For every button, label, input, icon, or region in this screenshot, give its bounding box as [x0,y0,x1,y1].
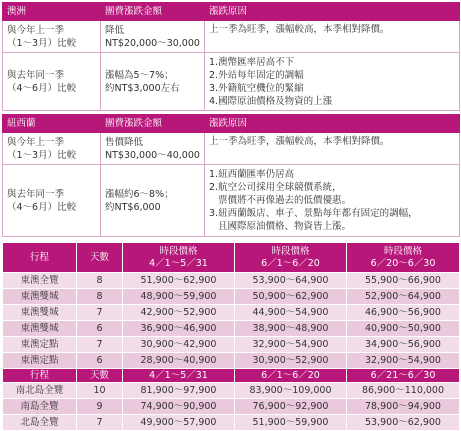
table-row [3,383,460,399]
region-label: 澳洲 [3,3,101,21]
price-cell: 32,900〜54,900 [347,353,460,369]
route-cell: 南島全覽 [3,399,77,415]
amount-cell: 漲幅約6〜8%； 約NT$6,000 [101,165,205,237]
days-cell: 8 [77,273,123,289]
price-cell: 49,900〜57,900 [123,415,235,431]
column-header-days: 天數 [77,369,123,383]
days-cell: 6 [77,353,123,369]
price-cell: 53,900〜62,900 [347,415,460,431]
table-row [3,53,460,111]
price-cell: 48,900〜59,900 [123,289,235,305]
price-cell: 52,900〜64,900 [347,289,460,305]
days-cell: 9 [77,399,123,415]
column-header-reason: 漲跌原因 [205,115,460,133]
price-cell: 28,900〜40,900 [123,353,235,369]
table-row [3,133,460,165]
table-row [3,353,460,369]
table-row [3,165,460,237]
page [2,2,459,431]
column-header-amount: 團費漲跌金額 [101,115,205,133]
amount-cell: 降低 NT$20,000〜30,000 [101,21,205,53]
column-header-period-3: 時段價格 6／20〜6／30 [347,243,460,273]
comparison-label: 與去年同一季 （4〜6月）比較 [3,165,101,237]
reason-cell: 1.澳幣匯率居高不下 2.外站每年固定的調幅 3.外籍航空機位的緊縮 4.國際原油價格及物資的上漲 [205,53,460,111]
days-cell: 10 [77,383,123,399]
price-cell: 81,900〜97,900 [123,383,235,399]
comparison-label: 與今年上一季 （1〜3月）比較 [3,21,101,53]
table-row [3,305,460,321]
route-cell: 北島全覽 [3,415,77,431]
australia-header-row [3,3,460,21]
route-cell: 東澳全覽 [3,273,77,289]
column-header-route: 行程 [3,243,77,273]
price-cell: 83,900〜109,000 [235,383,347,399]
days-cell: 7 [77,415,123,431]
days-cell: 6 [77,321,123,337]
column-header-amount: 團費漲跌金額 [101,3,205,21]
route-cell: 東澳雙城 [3,321,77,337]
table-row [3,321,460,337]
price-cell: 86,900〜110,000 [347,383,460,399]
price-cell: 30,900〜52,900 [235,353,347,369]
price-cell: 74,900〜90,900 [123,399,235,415]
price-cell: 30,900〜42,900 [123,337,235,353]
column-header-period-3: 6／21〜6／30 [347,369,460,383]
price-cell: 40,900〜50,900 [347,321,460,337]
spacer [2,237,459,240]
route-cell: 南北島全覽 [3,383,77,399]
price-cell: 34,900〜56,900 [347,337,460,353]
price-table [2,242,460,431]
days-cell: 7 [77,337,123,353]
price-cell: 44,900〜54,900 [235,305,347,321]
comparison-label: 與今年上一季 （1〜3月）比較 [3,133,101,165]
column-header-reason: 漲跌原因 [205,3,460,21]
column-header-route: 行程 [3,369,77,383]
column-header-period-1: 時段價格 4／1〜5／31 [123,243,235,273]
reason-cell: 上一季為旺季，漲幅較高，本季相對降價。 [205,21,460,53]
newzealand-header-row [3,115,460,133]
column-header-period-2: 6／1〜6／20 [235,369,347,383]
days-cell: 8 [77,289,123,305]
price-cell: 78,900〜94,900 [347,399,460,415]
price-header-row [3,243,460,273]
route-cell: 東澳定點 [3,337,77,353]
route-cell: 東澳雙城 [3,289,77,305]
column-header-period-2: 時段價格 6／1〜6／20 [235,243,347,273]
price-cell: 46,900〜56,900 [347,305,460,321]
comparison-label: 與去年同一季 （4〜6月）比較 [3,53,101,111]
column-header-period-1: 4／1〜5／31 [123,369,235,383]
table-row [3,337,460,353]
price-cell: 32,900〜54,900 [235,337,347,353]
table-row [3,21,460,53]
reason-cell: 1.紐西蘭匯率仍居高 2.航空公司採用全球競價系統， 票價將不再像過去的低價優惠。 3.紐西蘭飯店、車子、景點每年都有固定的調幅， 且國際原油價格、物資皆上漲。 [205,165,460,237]
region-label: 紐西蘭 [3,115,101,133]
reason-cell: 上一季為旺季，漲幅較高，本季相對降價。 [205,133,460,165]
price-header-row-2 [3,369,460,383]
price-cell: 51,900〜59,900 [235,415,347,431]
price-cell: 36,900〜46,900 [123,321,235,337]
price-cell: 38,900〜48,900 [235,321,347,337]
australia-table [2,2,460,111]
route-cell: 東澳雙城 [3,305,77,321]
price-cell: 42,900〜52,900 [123,305,235,321]
newzealand-table [2,114,460,237]
amount-cell: 漲幅為5〜7%； 約NT$3,000左右 [101,53,205,111]
days-cell: 7 [77,305,123,321]
table-row [3,289,460,305]
amount-cell: 售價降低 NT$30,000〜40,000 [101,133,205,165]
price-cell: 51,900〜62,900 [123,273,235,289]
table-row [3,399,460,415]
table-row [3,415,460,431]
price-cell: 76,900〜92,900 [235,399,347,415]
price-cell: 53,900〜64,900 [235,273,347,289]
price-cell: 50,900〜62,900 [235,289,347,305]
table-row [3,273,460,289]
route-cell: 東澳定點 [3,353,77,369]
price-cell: 55,900〜66,900 [347,273,460,289]
column-header-days: 天數 [77,243,123,273]
